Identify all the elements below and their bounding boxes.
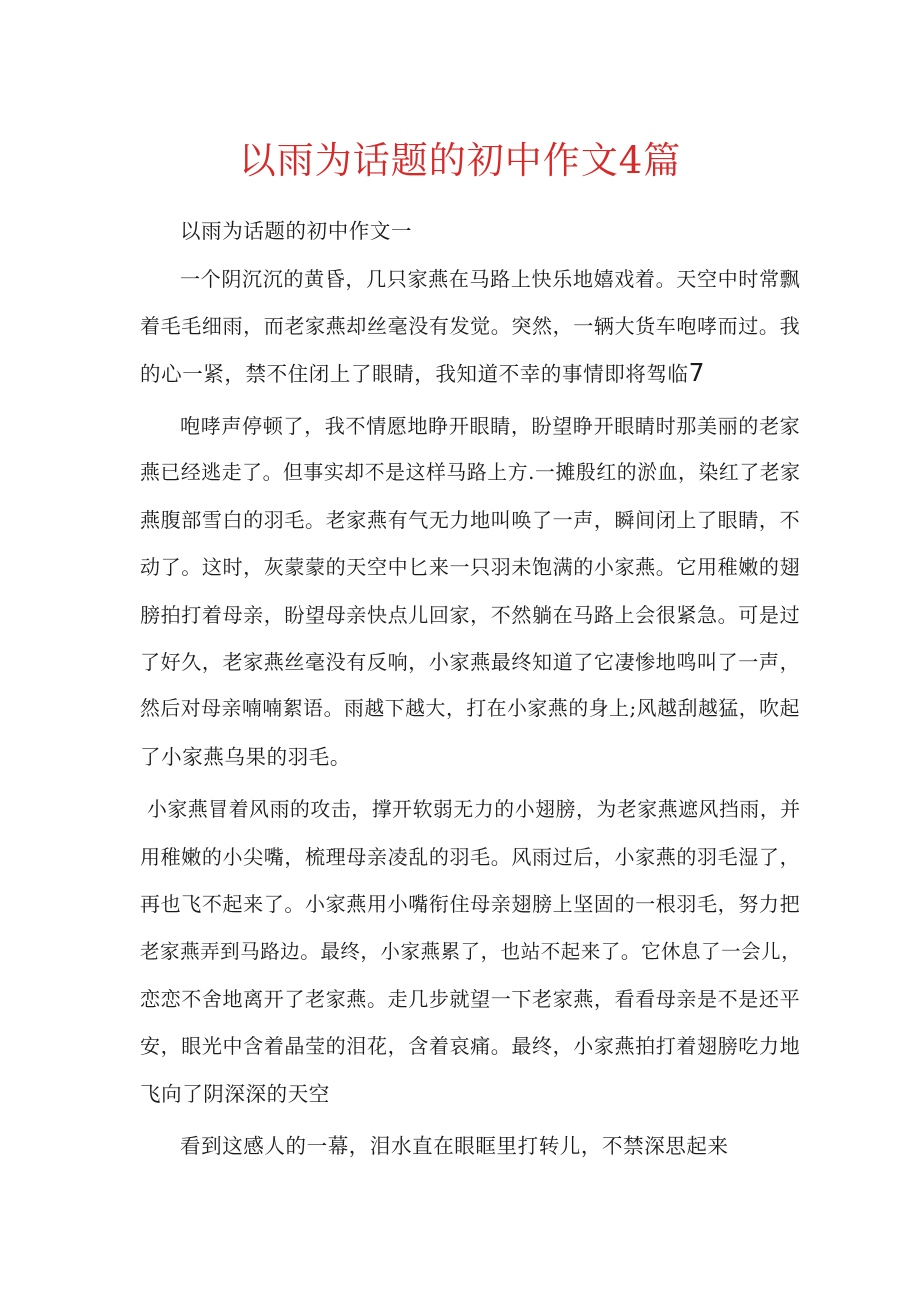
paragraph-1-line-3-text: 的心一紧，禁不住闭上了眼睛，我知道不幸的事情即将驾临 — [140, 362, 689, 386]
paragraph-2-line-3: 燕腹部雪白的羽毛。老家燕有气无力地叫唤了一声，瞬间闭上了眼睛，不 — [140, 508, 801, 532]
paragraph-4-line-1: 看到这感人的一幕，泪水直在眼眶里打转儿，不禁深思起来 — [180, 1134, 729, 1158]
paragraph-3-line-1: 小家燕冒着风雨的攻击，撑开软弱无力的小翅膀，为老家燕遮风挡雨，并 — [147, 798, 801, 821]
paragraph-3-line-6: 安，眼光中含着晶莹的泪花，含着哀痛。最终，小家燕拍打着翅膀吃力地 — [140, 1034, 801, 1058]
paragraph-2-line-6: 了好久，老家燕丝毫没有反响，小家燕最终知道了它凄惨地鸣叫了一声， — [140, 650, 801, 674]
paragraph-3-line-7: 飞向了阴深深的天空 — [140, 1082, 330, 1106]
paragraph-1-line-2: 着毛毛细雨，而老家燕却丝毫没有发觉。突然，一辆大货车咆哮而过。我 — [140, 314, 801, 338]
paragraph-1-line-3 — [140, 358, 705, 389]
paragraph-3-line-3: 再也飞不起来了。小家燕用小嘴衔住母亲翅膀上坚固的一根羽毛，努力把 — [140, 892, 801, 916]
document-title: 以雨为话题的初中作文4篇 — [238, 139, 682, 182]
paragraph-2-line-4: 动了。这时，灰蒙蒙的天空中匕来一只羽未饱满的小家燕。它用稚嫩的翅 — [140, 555, 801, 579]
paragraph-1-line-1: 一个阴沉沉的黄昏，几只家燕在马路上快乐地嬉戏着。天空中时常飘 — [180, 267, 801, 291]
paragraph-2-line-5: 膀拍打着母亲，盼望母亲快点儿回家，不然躺在马路上会很紧急。可是过 — [140, 603, 801, 627]
paragraph-3-line-4: 老家燕弄到马路边。最终，小家燕累了，也站不起来了。它休息了一会儿， — [140, 940, 802, 963]
paragraph-2-line-8: 了小家燕乌果的羽毛。 — [140, 745, 351, 769]
paragraph-1-trailing-mark: 7 — [688, 358, 706, 387]
paragraph-2-line-2: 燕已经逃走了。但事实却不是这样马路上方.一摊殷红的淤血，染红了老家 — [140, 461, 801, 484]
paragraph-3-line-2: 用稚嫩的小尖嘴，梳理母亲凌乱的羽毛。风雨过后，小家燕的羽毛湿了， — [140, 845, 801, 869]
paragraph-2-line-1: 咆哮声停顿了，我不情愿地睁开眼睛，盼望睁开眼睛时那美丽的老家 — [180, 414, 801, 438]
paragraph-2-line-7: 然后对母亲喃喃絮语。雨越下越大，打在小家燕的身上;风越刮越猛，吹起 — [140, 697, 800, 720]
section-heading: 以雨为话题的初中作文一 — [180, 219, 413, 243]
paragraph-3-line-5: 恋恋不舍地离开了老家燕。走几步就望一下老家燕，看看母亲是不是还平 — [140, 987, 801, 1011]
